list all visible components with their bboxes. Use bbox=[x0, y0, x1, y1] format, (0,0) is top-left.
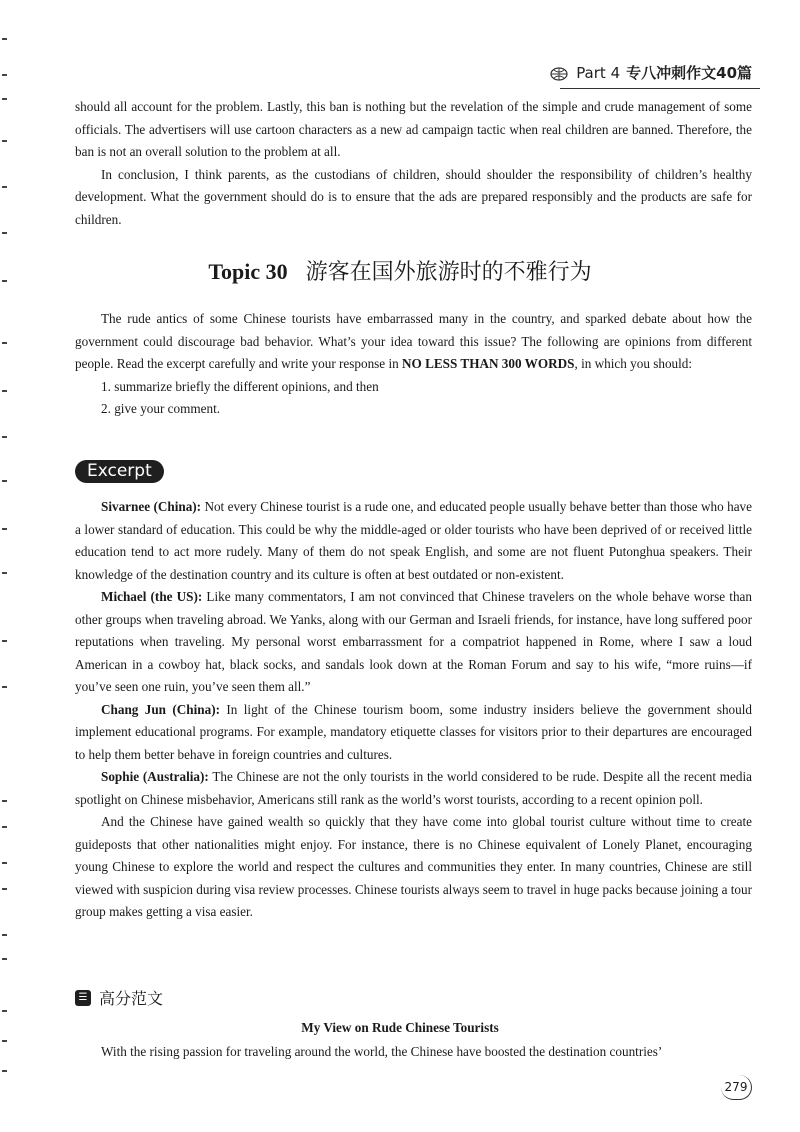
page-number: 279 bbox=[721, 1075, 752, 1100]
model-essay-heading bbox=[75, 986, 163, 1009]
excerpt-entry bbox=[75, 699, 752, 767]
prompt-item-2: 2. give your comment. bbox=[101, 401, 221, 416]
running-header bbox=[548, 62, 752, 83]
speaker-name: Michael (the US): bbox=[101, 589, 203, 604]
excerpt-continuation: And the Chinese have gained wealth so quickly that they have come into global tourist culture without time to create guideposts that other nationalities might enjoy. For instance, there is no Chinese equivalent of Lonely Planet, encouraging young Chinese to explore the world and respect the cultures and communities they enter. In many countries, Chinese are still viewed with suspicion during visa review processes. Chinese tourists always seem to travel in huge packs because joining a tour group makes getting a visa easier. bbox=[75, 814, 752, 919]
speaker-opinion: In light of the Chinese tourism boom, some industry insiders believe the government should implement educational programs. For example, mandatory etiquette classes for visitors prior to their departures are encouraged to help them better behave in foreign countries and cultures. bbox=[75, 701, 752, 762]
prompt-text-before: The rude antics of some Chinese tourists have embarrassed many in the country, and sparked debate about how the government could discourage bad behavior. What’s your idea toward this issue? The following are opinions from different people. Read the excerpt carefully and write your response in bbox=[75, 311, 752, 371]
intro-paragraph-1: should all account for the problem. Lastly, this ban is nothing but the revelation of the simple and crude management of some officials. The advertisers will use cartoon characters as a new ad campaign tactic when real children are banned. Therefore, the ban is not an overall solution to the problem at all. bbox=[75, 99, 752, 159]
topic-heading bbox=[0, 255, 800, 286]
speaker-name: Chang Jun (China): bbox=[101, 701, 221, 717]
speaker-name: Sivarnee (China): bbox=[101, 499, 202, 514]
header-part: Part 4 bbox=[576, 63, 621, 82]
prompt-item-1: 1. summarize briefly the different opinions, and then bbox=[101, 378, 379, 394]
prompt-block bbox=[75, 308, 752, 421]
excerpt-block bbox=[75, 496, 752, 924]
speaker-opinion: The Chinese are not the only tourists in the world considered to be rude. Despite all the recent media spotlight on Chinese misbehavior, Americans still rank as the world’s worst tourists, according to a recent opinion poll. bbox=[75, 769, 752, 807]
header-subtitle: 专八冲刺作文40篇 bbox=[626, 64, 752, 82]
speaker-opinion: Not every Chinese tourist is a rude one, and educated people usually behave better than those who have a lower standard of education. This could be why the middle-aged or older tourists who have been deprived of or received little education tend to act more rudely. Many of them do not speak English, and some are not fluent Putonghua speakers. Their knowledge of the destination country and its culture is often at best outdated or non-existent. bbox=[75, 499, 752, 582]
essay-title: My View on Rude Chinese Tourists bbox=[301, 1020, 499, 1035]
essay-text bbox=[75, 1041, 752, 1064]
prompt-text-after: , in which you should: bbox=[574, 356, 693, 371]
intro-text bbox=[75, 96, 752, 231]
word-limit: NO LESS THAN 300 WORDS bbox=[402, 356, 575, 371]
essay-first-line: With the rising passion for traveling around the world, the Chinese have boosted the destination countries’ bbox=[101, 1044, 663, 1059]
topic-title-zh: 游客在国外旅游时的不雅行为 bbox=[305, 260, 592, 285]
prompt-paragraph bbox=[75, 308, 752, 376]
globe-icon bbox=[548, 64, 570, 82]
section-label: 高分范文 bbox=[99, 989, 164, 1008]
topic-label: Topic 30 bbox=[208, 259, 288, 284]
layers-icon: ☰ bbox=[75, 990, 91, 1006]
speaker-opinion: Like many commentators, I am not convinced that Chinese travelers on the whole behave worse than other groups when traveling abroad. We Yanks, along with our German and Israeli friends, for instance, have long suffered poor reputations when traveling. My personal worst embarrassment for a compatriot happened in Rome, where I saw a loud American in a cowboy hat, black socks, and sandals look down at the Roman Forum and say to his wife, “more ruins—if you’ve seen one ruin, you’ve seen them all.” bbox=[75, 589, 752, 694]
header-rule bbox=[560, 88, 760, 89]
excerpt-badge: Excerpt bbox=[75, 460, 164, 483]
excerpt-entry bbox=[75, 586, 752, 699]
speaker-name: Sophie (Australia): bbox=[101, 769, 209, 784]
excerpt-entry bbox=[75, 766, 752, 811]
binding-edge-marks bbox=[0, 0, 10, 1132]
excerpt-entry bbox=[75, 496, 752, 586]
intro-paragraph-2: In conclusion, I think parents, as the custodians of children, should shoulder the responsibility of children’s healthy development. What the government should do is to ensure that the ads are prepared responsibly and the products are safe for children. bbox=[75, 166, 752, 227]
